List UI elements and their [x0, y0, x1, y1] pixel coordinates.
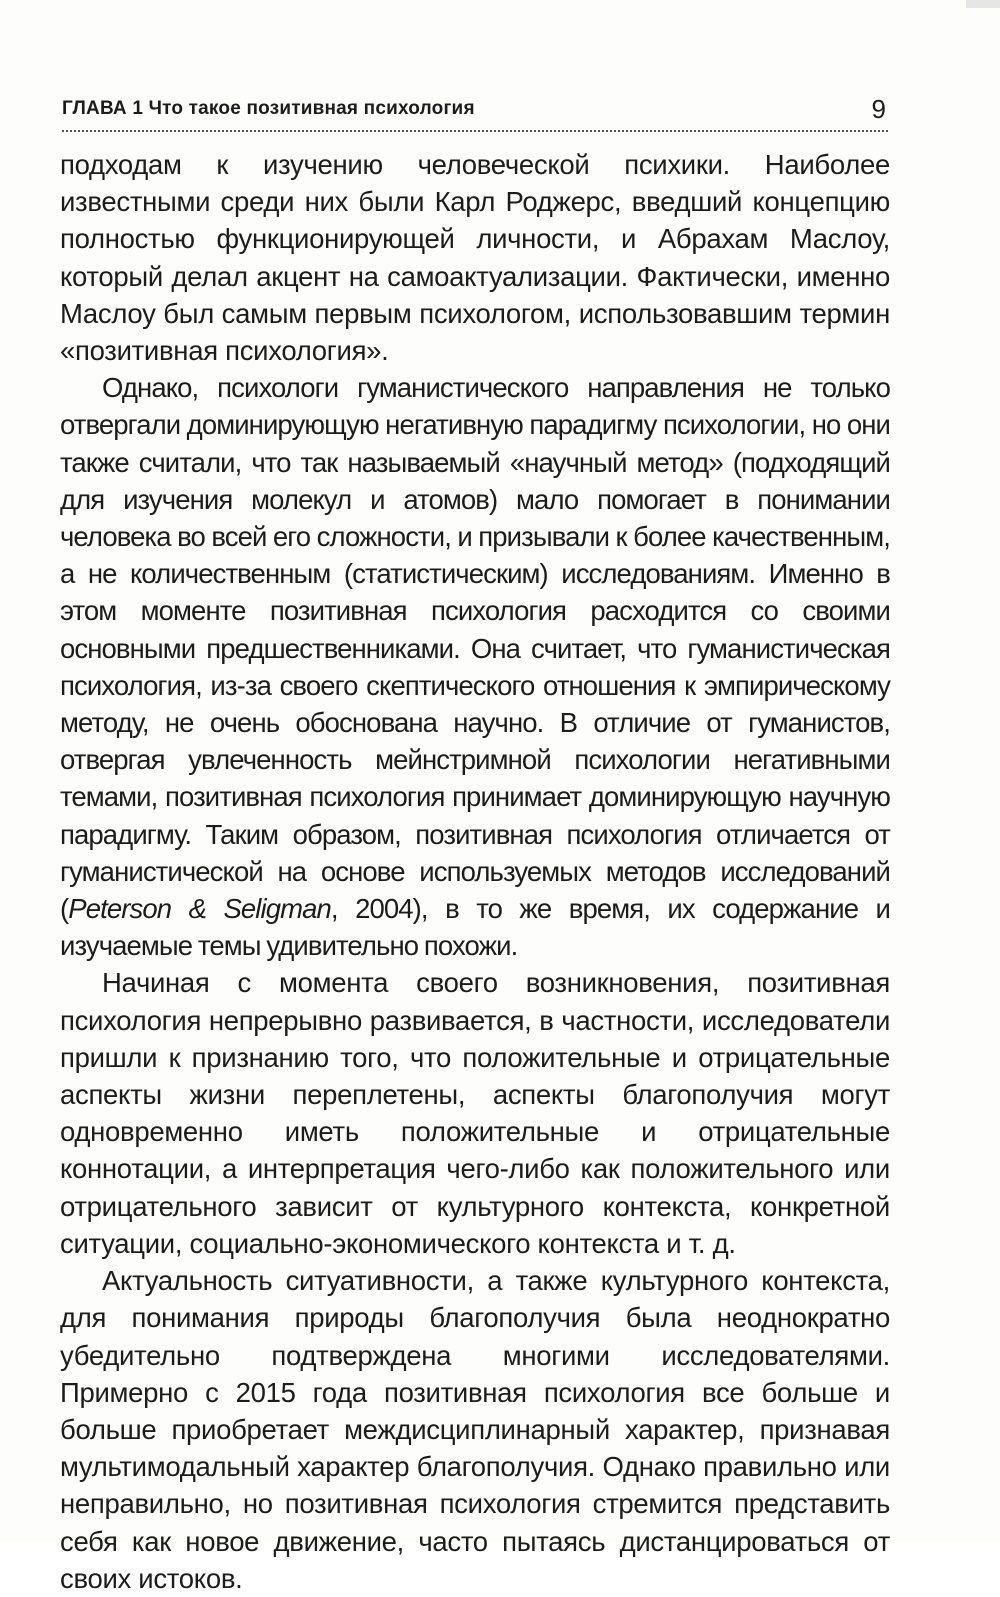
paragraph-3: Начиная с момента своего возникновения, позитивная психология непрерывно развивается, в частности, исследователи пришли к признанию того, что положительные и отрицательные аспекты жизни переплетены, аспекты благополучия могут одновременно иметь положительные и отрицательные коннотации, а интерпретация чего-либо как положительного или отрицательного зависит от культурного контекста, конкретной ситуации, социально-экономического контекста и т. д.	[60, 967, 890, 1259]
chapter-title: ГЛАВА 1 Что такое позитивная психология	[62, 98, 475, 119]
running-header	[62, 96, 888, 132]
paragraph-2-text-a: Однако, психологи гуманистического направления не только отвергали доминирующую негативную парадигму психологии, но они также считали, что так называемый «научный метод» (подходящий для изучения молекул и атомов) мало помогает в понимании человека во всей его сложности, и призывали к более качественным, а не количественным (статистическим) исследованиям. Именно в этом моменте позитивная психология расходится со своими основными предшественниками. Она считает, что гуманистическая психология, из-за своего скептического отношения к эмпирическому методу, не очень обоснована научно. В отличие от гуманистов, отвергая увлеченность мейнстримной психологии негативными темами, позитивная психология принимает доминирующую научную парадигму. Таким образом, позитивная психология отличается от гуманистической на основе используемых методов исследований (	[60, 372, 890, 925]
page-number: 9	[871, 94, 886, 124]
header-dotted-rule	[62, 130, 888, 132]
body-text	[60, 146, 890, 1597]
paragraph-2-text-b: , 2004), в то же время, их содержание и изучаемые темы удивительно похожи.	[60, 893, 890, 962]
paragraph-1: подходам к изучению человеческой психики. Наиболее известными среди них были Карл Роджерс, введший концепцию полностью функционирующей личности, и Абрахам Маслоу, который делал акцент на самоактуализации. Фактически, именно Маслоу был самым первым психологом, использовавшим термин «позитивная психология».	[60, 149, 890, 367]
paragraph-2	[60, 369, 890, 964]
scan-edge-mark	[966, 0, 1000, 8]
paragraph-4: Актуальность ситуативности, а также культурного контекста, для понимания природы благополучия была неоднократно убедительно подтверждена многими исследователями. Примерно с 2015 года позитивная психология все больше и больше приобретает междисциплинарный характер, признавая мультимодальный характер благополучия. Однако правильно или неправильно, но позитивная психология стремится представить себя как новое движение, часто пытаясь дистанцироваться от своих истоков.	[60, 1265, 890, 1594]
citation-authors: Peterson & Seligman	[68, 893, 331, 925]
